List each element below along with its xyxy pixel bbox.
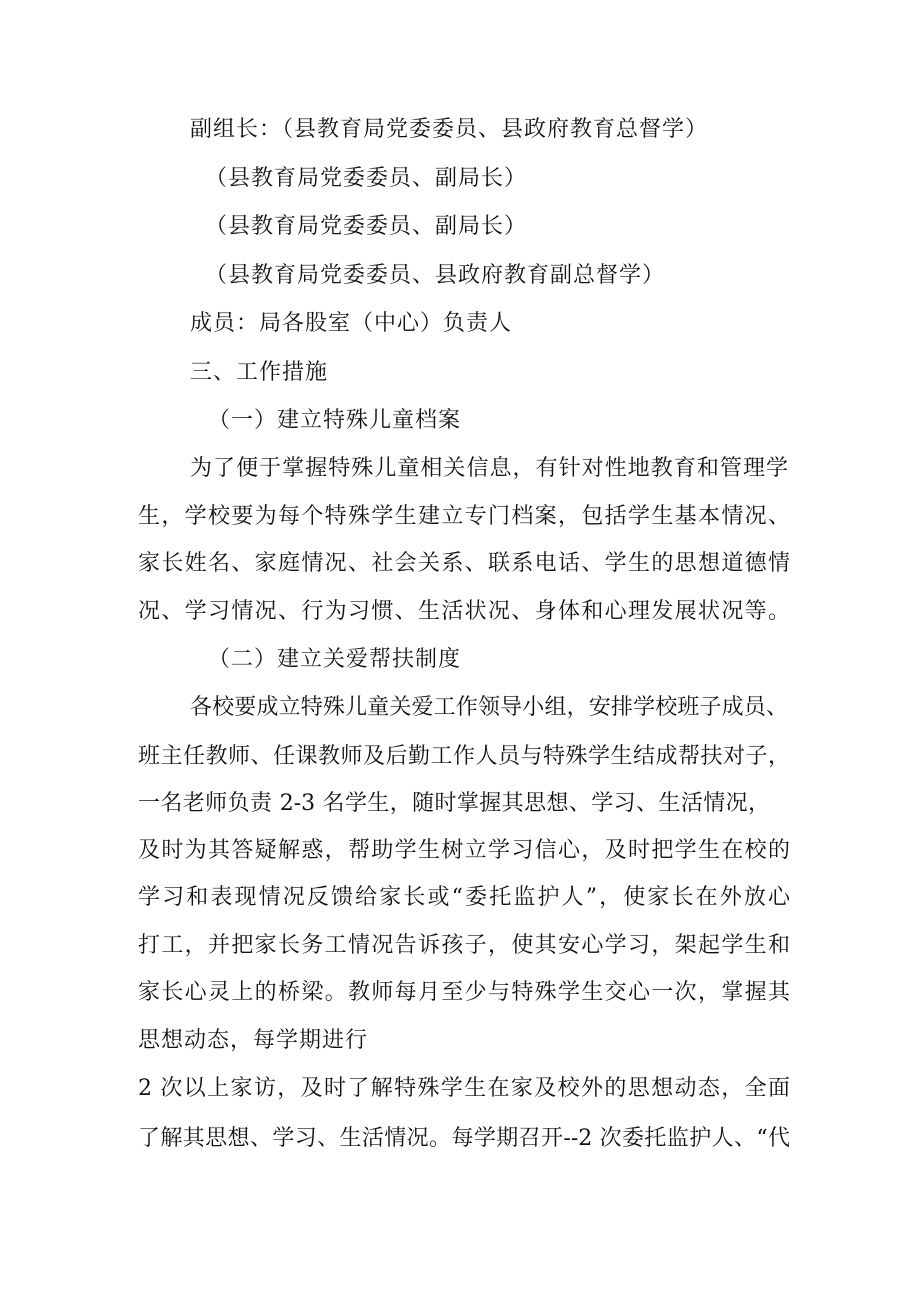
paragraph-line: 况、学习情况、行为习惯、生活状况、身体和心理发展状况等。 (138, 599, 790, 624)
paragraph-line: 副组长：（县教育局党委委员、县政府教育总督学） (190, 117, 709, 142)
subsection-heading: （二）建立关爱帮扶制度 (208, 647, 462, 672)
paragraph-line: 了解其思想、学习、生活情况。每学期召开--2 次委托监护人、“代 (138, 1126, 790, 1151)
paragraph-line: （县教育局党委委员、副局长） (205, 166, 528, 191)
paragraph-line: 打工，并把家长务工情况告诉孩子，使其安心学习，架起学生和 (138, 933, 790, 958)
paragraph-line: 家长姓名、家庭情况、社会关系、联系电话、学生的思想道德情 (138, 551, 790, 576)
paragraph-line: 成员：局各股室（中心）负责人 (190, 311, 513, 336)
paragraph-line: （县教育局党委委员、副局长） (205, 214, 528, 239)
paragraph-line: 思想动态，每学期进行 (138, 1028, 369, 1053)
paragraph-line: 生，学校要为每个特殊学生建立专门档案，包括学生基本情况、 (138, 504, 790, 529)
paragraph-line: 班主任教师、任课教师及后勤工作人员与特殊学生结成帮扶对子， (138, 744, 790, 769)
paragraph-line: 各校要成立特殊儿童关爱工作领导小组，安排学校班子成员、 (190, 695, 788, 720)
paragraph-line: 一名老师负责 2-3 名学生，随时掌握其思想、学习、生活情况， (138, 791, 770, 816)
subsection-heading: （一）建立特殊儿童档案 (208, 408, 462, 433)
paragraph-line: 为了便于掌握特殊儿童相关信息，有针对性地教育和管理学 (190, 456, 788, 481)
paragraph-line: 2 次以上家访，及时了解特殊学生在家及校外的思想动态，全面 (138, 1076, 790, 1101)
paragraph-line: 家长心灵上的桥梁。教师每月至少与特殊学生交心一次，掌握其 (138, 980, 790, 1005)
paragraph-line: 学习和表现情况反馈给家长或“委托监护人”，使家长在外放心 (138, 885, 790, 910)
section-heading: 三、工作措施 (190, 360, 329, 385)
paragraph-line: （县教育局党委委员、县政府教育副总督学） (205, 263, 666, 288)
paragraph-line: 及时为其答疑解惑，帮助学生树立学习信心，及时把学生在校的 (138, 838, 790, 863)
